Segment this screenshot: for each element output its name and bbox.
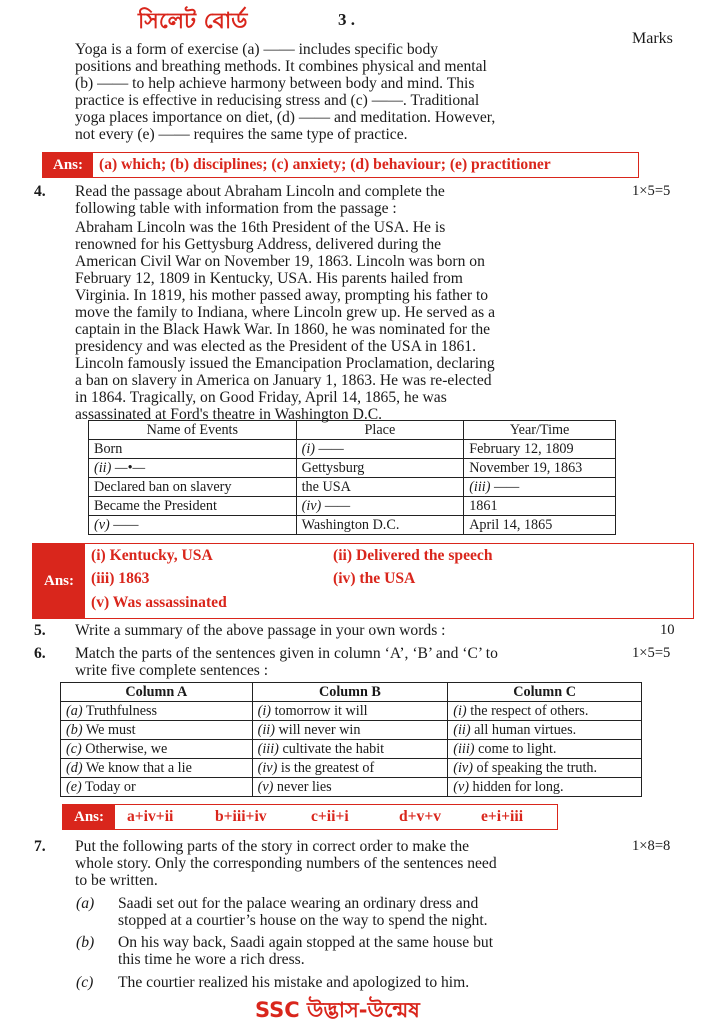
q7-intro [75, 838, 620, 889]
item-label: (c) [66, 740, 82, 757]
table-cell: April 14, 1865 [464, 516, 616, 535]
q3-line: yoga places importance on diet, (d) —— and meditation. However, [75, 109, 496, 126]
q4-passage-line: renowned for his Gettysburg Address, delivered during the [75, 236, 442, 253]
item-label: (iv) [453, 759, 473, 776]
q6-answer-box [62, 804, 558, 830]
table-cell: Gettysburg [296, 459, 464, 478]
q4-answer-i: (i) Kentucky, USA [91, 547, 213, 564]
q7-intro-line: to be written. [75, 872, 158, 889]
item-text: Today or [85, 778, 136, 795]
q6-answer: a+iv+ii [127, 808, 174, 825]
item-label: (a) [66, 702, 83, 719]
q6-answer: c+ii+i [311, 808, 349, 825]
q4-number: 4. [34, 183, 46, 200]
q3-passage [75, 41, 615, 143]
table-cell: (iv) —— [296, 497, 464, 516]
q7-number: 7. [34, 838, 46, 855]
q5-text: Write a summary of the above passage in your own words : [75, 622, 446, 639]
table-cell [448, 702, 642, 721]
q4-intro-line: following table with information from the passage : [75, 200, 397, 217]
item-text: never lies [276, 778, 332, 795]
item-label: (ii) [257, 721, 275, 738]
item-label: (i) [257, 702, 272, 719]
table-header: Place [296, 421, 464, 440]
item-label: (e) [66, 778, 82, 795]
q6-table [60, 682, 642, 797]
item-text: come to light. [478, 740, 557, 757]
q4-passage-line: Lincoln famously issued the Emancipation Proclamation, declaring [75, 355, 495, 372]
q5-number: 5. [34, 622, 46, 639]
q4-passage-line: February 12, 1809 in Kentucky, USA. His parents hailed from [75, 270, 463, 287]
item-label: (iii) [257, 740, 279, 757]
q7-intro-line: whole story. Only the corresponding numbers of the sentences need [75, 855, 497, 872]
q7-item-line: stopped at a courtier’s house on the way to spend the night. [118, 912, 488, 929]
table-header: Column B [252, 683, 448, 702]
table-header: Name of Events [89, 421, 297, 440]
table-row [89, 459, 616, 478]
q7-item-label: (c) [76, 974, 94, 991]
q7-item-label: (a) [76, 895, 95, 912]
table-header-row [89, 421, 616, 440]
q7-item-c [118, 974, 618, 991]
item-text: of speaking the truth. [476, 759, 598, 776]
q4-passage-line: a ban on slavery in America on January 1, 1863. He was re-elected [75, 372, 492, 389]
q4-passage-line: American Civil War on November 19, 1863. Lincoln was born on [75, 253, 485, 270]
table-cell [448, 721, 642, 740]
q3-line: practice is effective in reducising stress and (c) ——. Traditional [75, 92, 480, 109]
table-cell [252, 702, 448, 721]
page-number: 3 . [338, 10, 355, 29]
q6-answer: d+v+v [399, 808, 442, 825]
item-label: (d) [66, 759, 83, 776]
item-text: tomorrow it will [274, 702, 368, 719]
q4-table [88, 420, 616, 535]
table-cell [252, 740, 448, 759]
item-label: (ii) [453, 721, 471, 738]
q7-item-line: this time he wore a rich dress. [118, 951, 305, 968]
table-cell [252, 759, 448, 778]
q4-marks: 1×5=5 [632, 183, 671, 199]
table-cell [61, 740, 253, 759]
q4-passage-line: Abraham Lincoln was the 16th President of the USA. He is [75, 219, 446, 236]
q4-passage-line: move the family to Indiana, where Lincoln grew up. He served as a [75, 304, 496, 321]
table-cell [61, 778, 253, 797]
board-name: সিলেট বোর্ড [138, 9, 248, 34]
item-label: (iii) [453, 740, 475, 757]
table-cell [61, 702, 253, 721]
q6-intro-line: write five complete sentences : [75, 662, 269, 679]
table-cell: the USA [296, 478, 464, 497]
q4-answer-iii: (iii) 1863 [91, 570, 150, 587]
table-cell [448, 740, 642, 759]
table-cell: (ii) —•— [89, 459, 297, 478]
q5-marks: 10 [660, 622, 675, 638]
q4-intro [75, 183, 615, 217]
q4-answer-ii: (ii) Delivered the speech [333, 547, 493, 564]
table-header-row [61, 683, 642, 702]
item-text: cultivate the habit [282, 740, 385, 757]
q4-passage-line: Virginia. In 1819, his mother passed away, prompting his father to [75, 287, 489, 304]
item-label: (i) [453, 702, 467, 719]
table-header: Column A [61, 683, 253, 702]
q6-answer: b+iii+iv [215, 808, 267, 825]
q7-intro-line: Put the following parts of the story in correct order to make the [75, 838, 470, 855]
item-text: We know that a lie [85, 759, 192, 776]
q7-item-line: On his way back, Saadi again stopped at the same house but [118, 934, 494, 951]
q4-passage-line: captain in the Black Hawk War. In 1860, he was nominated for the [75, 321, 491, 338]
table-cell: Became the President [89, 497, 297, 516]
table-cell: Washington D.C. [296, 516, 464, 535]
table-cell [252, 778, 448, 797]
q3-line: Yoga is a form of exercise (a) —— includes specific body [75, 41, 439, 58]
item-text: is the greatest of [280, 759, 375, 776]
q3-answer-box [42, 152, 639, 178]
table-row [89, 516, 616, 535]
table-cell [61, 759, 253, 778]
table-cell: 1861 [464, 497, 616, 516]
q6-number: 6. [34, 645, 46, 662]
q6-intro-line: Match the parts of the sentences given in column ‘A’, ‘B’ and ‘C’ to [75, 645, 498, 662]
q3-line: (b) —— to help achieve harmony between body and mind. This [75, 75, 475, 92]
table-cell [61, 721, 253, 740]
table-cell: November 19, 1863 [464, 459, 616, 478]
table-row [61, 759, 642, 778]
q4-passage-line: assassinated at Ford's theatre in Washington D.C. [75, 406, 383, 423]
item-label: (v) [257, 778, 274, 795]
table-row [61, 702, 642, 721]
q6-marks: 1×5=5 [632, 645, 671, 661]
table-cell: (iii) —— [464, 478, 616, 497]
table-row [89, 497, 616, 516]
answer-tag: Ans: [43, 153, 93, 177]
q6-intro [75, 645, 620, 679]
q4-passage-line: presidency and was elected as the President of the USA in 1861. [75, 338, 477, 355]
table-cell [448, 778, 642, 797]
table-row [61, 778, 642, 797]
item-label: (iv) [257, 759, 278, 776]
table-header: Column C [448, 683, 642, 702]
q7-item-b [118, 934, 618, 968]
q7-item-line: Saadi set out for the palace wearing an ordinary dress and [118, 895, 479, 912]
answer-tag: Ans: [33, 544, 85, 618]
table-cell: (v) —— [89, 516, 297, 535]
table-cell: Declared ban on slavery [89, 478, 297, 497]
table-cell: February 12, 1809 [464, 440, 616, 459]
item-text: hidden for long. [472, 778, 564, 795]
table-cell [252, 721, 448, 740]
footer-brand: SSC উদ্ভাস-উন্মেষ [255, 998, 420, 1022]
table-row [89, 440, 616, 459]
table-row [61, 721, 642, 740]
q3-line: positions and breathing methods. It combines physical and mental [75, 58, 487, 75]
q3-answer: (a) which; (b) disciplines; (c) anxiety; (d) behaviour; (e) practitioner [99, 156, 551, 173]
q7-item-line: The courtier realized his mistake and apologized to him. [118, 974, 470, 991]
q3-line: not every (e) —— requires the same type of practice. [75, 126, 408, 143]
q4-intro-line: Read the passage about Abraham Lincoln and complete the [75, 183, 445, 200]
q4-answer-box [32, 543, 694, 619]
table-cell: (i) —— [296, 440, 464, 459]
table-header: Year/Time [464, 421, 616, 440]
table-row [61, 740, 642, 759]
table-row [89, 478, 616, 497]
q6-answer: e+i+iii [481, 808, 524, 825]
q4-passage-line: in 1864. Tragically, on Good Friday, April 14, 1865, he was [75, 389, 447, 406]
item-text: will never win [278, 721, 361, 738]
item-text: Truthfulness [85, 702, 158, 719]
table-cell [448, 759, 642, 778]
item-text: Otherwise, we [85, 740, 168, 757]
q4-answer-v: (v) Was assassinated [91, 594, 227, 611]
q4-answer-iv: (iv) the USA [333, 570, 416, 587]
item-text: the respect of others. [470, 702, 589, 719]
answer-tag: Ans: [63, 805, 115, 829]
item-text: all human virtues. [474, 721, 577, 738]
marks-column-label: Marks [632, 30, 673, 47]
q4-passage [75, 219, 615, 423]
table-cell: Born [89, 440, 297, 459]
item-text: We must [85, 721, 136, 738]
q7-item-a [118, 895, 618, 929]
item-label: (b) [66, 721, 83, 738]
q7-marks: 1×8=8 [632, 838, 671, 854]
q7-item-label: (b) [76, 934, 95, 951]
item-label: (v) [453, 778, 469, 795]
